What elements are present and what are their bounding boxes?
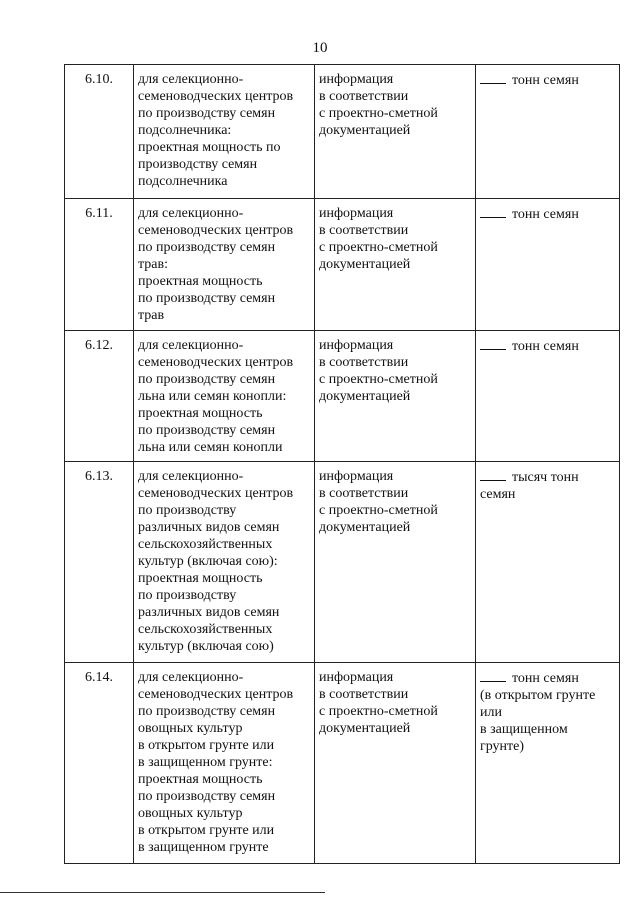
row-value-cell xyxy=(476,663,620,864)
row-description: для селекционно- семеноводческих центров по производству семян подсолнечника: проектная мощность по производству семян подсолнечника xyxy=(134,65,315,199)
row-number: 6.13. xyxy=(65,462,134,663)
row-unit: тонн семян xyxy=(512,339,579,354)
row-description: для селекционно- семеноводческих центров по производству семян трав: проектная мощность по производству семян трав xyxy=(134,199,315,331)
table-row xyxy=(65,199,620,331)
fill-in-blank xyxy=(480,669,506,682)
row-unit: тысяч тонн семян xyxy=(480,470,579,502)
row-information-source: информация в соответствии с проектно-сметной документацией xyxy=(315,663,476,864)
table-row xyxy=(65,462,620,663)
row-value-cell xyxy=(476,331,620,462)
row-description: для селекционно- семеноводческих центров по производству различных видов семян сельскохозяйственных культур (включая сою): проектная мощность по производству различных видов семян сельскохозяйственных культур (включая сою) xyxy=(134,462,315,663)
table-row xyxy=(65,65,620,199)
table-row xyxy=(65,331,620,462)
fill-in-blank xyxy=(480,337,506,350)
fill-in-blank xyxy=(480,468,506,481)
row-number: 6.14. xyxy=(65,663,134,864)
row-number: 6.10. xyxy=(65,65,134,199)
row-value-cell xyxy=(476,199,620,331)
row-value-cell xyxy=(476,65,620,199)
page-number: 10 xyxy=(312,40,328,56)
table-row xyxy=(65,663,620,864)
requirements-table xyxy=(64,64,620,864)
row-number: 6.12. xyxy=(65,331,134,462)
row-unit: тонн семян xyxy=(512,207,579,222)
row-unit: тонн семян xyxy=(512,73,579,88)
row-number: 6.11. xyxy=(65,199,134,331)
page-bottom-divider xyxy=(0,892,325,893)
row-unit: тонн семян (в открытом грунте или в защищенном грунте) xyxy=(480,671,596,754)
row-information-source: информация в соответствии с проектно-сметной документацией xyxy=(315,199,476,331)
fill-in-blank xyxy=(480,205,506,218)
row-information-source: информация в соответствии с проектно-сметной документацией xyxy=(315,65,476,199)
row-information-source: информация в соответствии с проектно-сметной документацией xyxy=(315,462,476,663)
row-value-cell xyxy=(476,462,620,663)
row-description: для селекционно- семеноводческих центров по производству семян льна или семян конопли: проектная мощность по производству семян льна или семян конопли xyxy=(134,331,315,462)
row-description: для селекционно- семеноводческих центров по производству семян овощных культур в открытом грунте или в защищенном грунте: проектная мощность по производству семян овощных культур в открытом грунте или в защищенном грунте xyxy=(134,663,315,864)
row-information-source: информация в соответствии с проектно-сметной документацией xyxy=(315,331,476,462)
fill-in-blank xyxy=(480,71,506,84)
